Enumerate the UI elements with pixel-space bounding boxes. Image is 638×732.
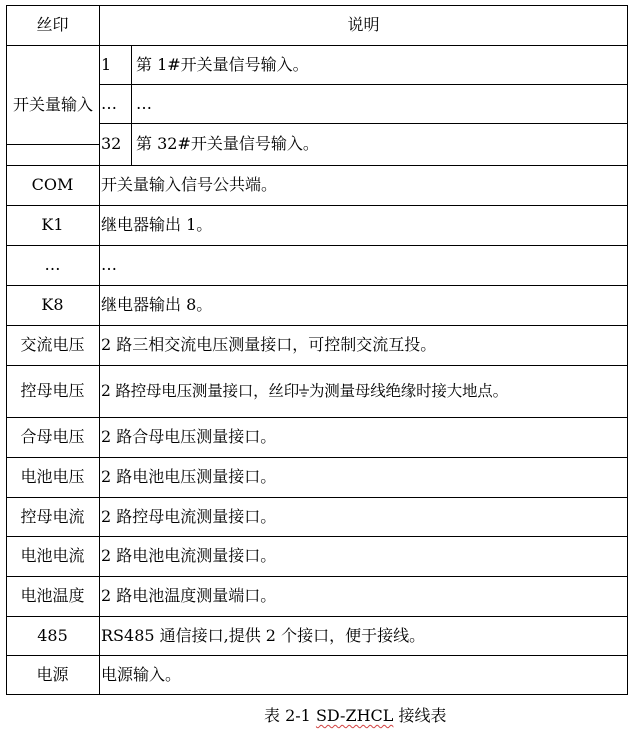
switch-input-desc: 第 32#开关量信号输入。: [136, 134, 319, 153]
row-label: …: [44, 255, 61, 274]
row-label: 控母电压: [20, 381, 85, 400]
row-desc: 2 路合母电压测量接口。: [101, 427, 277, 446]
row-label: 485: [37, 625, 68, 645]
ground-symbol-icon: [299, 383, 309, 399]
row-desc: 2 路电池温度测量端口。: [101, 586, 277, 605]
row-desc: …: [101, 255, 117, 274]
row-desc: 开关量输入信号公共端。: [101, 175, 278, 194]
row-label: 电源: [36, 664, 69, 684]
row-desc: RS485 通信接口,提供 2 个接口，便于接线。: [101, 625, 426, 645]
row-desc: 2 路电池电压测量接口。: [101, 467, 277, 486]
wiring-table: [6, 5, 628, 695]
caption-suffix: 接线表: [393, 706, 447, 725]
row-label: 电池温度: [20, 586, 85, 605]
switch-input-num: 32: [101, 134, 122, 153]
row-label: 电池电压: [20, 467, 85, 486]
row-desc: 2 路控母电流测量接口。: [101, 506, 277, 526]
caption-model: SD-ZHCL: [315, 706, 394, 725]
row-desc: 电源输入。: [101, 664, 182, 684]
switch-input-desc: 第 1#开关量信号输入。: [136, 54, 309, 74]
header-label-cell: 丝印: [36, 15, 69, 34]
row-label: 合母电压: [20, 427, 85, 446]
caption-prefix: 表 2-1: [264, 706, 316, 725]
switch-input-label: 开关量输入: [12, 95, 93, 114]
row-label: 电池电流: [20, 546, 85, 565]
row-desc-part: 2 路控母电压测量接口，丝印: [101, 382, 299, 400]
row-label: 交流电压: [20, 335, 85, 354]
row-desc: 2 路电池电流测量接口。: [101, 546, 277, 565]
switch-input-num: 1: [101, 54, 112, 74]
row-desc-part: 为测量母线绝缘时接大地点。: [309, 382, 508, 400]
row-desc: 继电器输出 8。: [101, 295, 213, 314]
table-caption: [264, 706, 446, 726]
row-label: COM: [31, 175, 74, 194]
header-desc-cell: 说明: [347, 15, 380, 34]
row-label: K1: [41, 215, 64, 234]
row-desc: 2 路三相交流电压测量接口，可控制交流互投。: [101, 335, 437, 354]
row-label: K8: [41, 295, 64, 314]
row-desc: 继电器输出 1。: [101, 215, 213, 234]
row-label: 控母电流: [20, 506, 85, 526]
switch-input-num: …: [101, 93, 117, 113]
row-desc: [99, 365, 628, 417]
switch-input-desc: …: [136, 93, 152, 113]
